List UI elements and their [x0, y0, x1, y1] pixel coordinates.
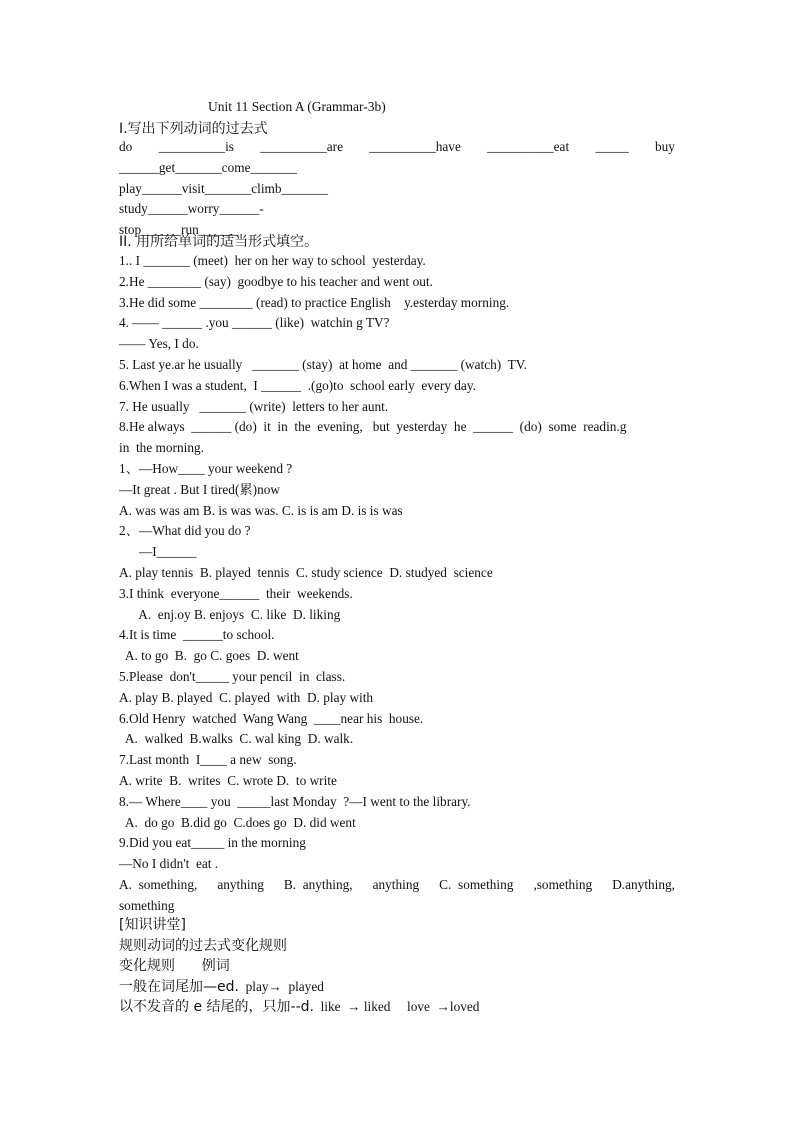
choice-line: —No I didn't eat . — [119, 856, 219, 872]
rule-2 — [119, 997, 679, 1018]
option: D.anything, — [612, 876, 675, 892]
exercise-line: 1.. I _______ (meet) her on her way to school yesterday. — [119, 253, 426, 268]
choice-line: 5.Please don't_____ your pencil in class. — [119, 668, 346, 684]
section-2-body — [119, 251, 675, 917]
choice-line: A. play B. played C. played with D. play with — [119, 689, 374, 705]
option: anything — [372, 876, 420, 892]
column-headers: 变化规则 例词 — [119, 958, 230, 975]
verb-item: do — [119, 139, 133, 154]
choice-line: 3.I think everyone______ their weekends. — [119, 585, 353, 601]
rule-1 — [119, 977, 679, 998]
exercise-line: —— Yes, I do. — [119, 336, 199, 352]
choice-line: —It great . But I tired(累)now — [119, 481, 280, 497]
choice-line: 8.— Where____ you _____last Monday ?—I went to the library. — [119, 793, 471, 809]
choice-line: 1、—How____ your weekend ? — [119, 460, 293, 476]
choice-line: A. enj.oy B. enjoys C. like D. liking — [119, 606, 341, 622]
verb-item: __________are — [260, 139, 343, 154]
choice-line: A. walked B.walks C. wal king D. walk. — [119, 731, 354, 747]
verb-row-1 — [119, 137, 675, 158]
page-title: Unit 11 Section A (Grammar-3b) — [208, 99, 386, 114]
exercise-line: 4. —— ______ .you ______ (like) watchin g TV? — [119, 315, 390, 331]
choice-line: —I______ — [119, 544, 197, 560]
verb-row: play______visit_______climb_______ — [119, 180, 329, 196]
exercise-line: 6.When I was a student, I ______ .(go)to school early every day. — [119, 377, 476, 393]
section-1-body — [119, 137, 675, 241]
knowledge-heading: [知识讲堂] — [119, 917, 186, 933]
verb-item: __________is — [158, 139, 234, 154]
verb-row: stop______run______ — [119, 222, 239, 238]
choice-line: A. do go B.did go C.does go D. did went — [119, 814, 356, 830]
choice-line: 4.It is time ______to school. — [119, 627, 275, 643]
rule-1-example: play→ played — [238, 978, 324, 994]
choice-line: A. was was am B. is was was. C. is is am D. is is was — [119, 502, 403, 518]
choice-line: A. to go B. go C. goes D. went — [119, 648, 299, 664]
verb-item: _____ — [595, 139, 629, 154]
option: A. something, — [119, 876, 198, 892]
verb-item: buy — [654, 139, 675, 154]
choice-line: 2、—What did you do ? — [119, 523, 251, 539]
exercise-line: 8.He always ______ (do) it in the evening, but yesterday he ______ (do) some readin.g — [119, 419, 627, 435]
choice-line: something — [119, 897, 175, 913]
choice-line: 6.Old Henry watched Wang Wang ____near his house. — [119, 710, 424, 726]
verb-item: __________have — [369, 139, 461, 154]
rule-2-example: like → liked love →loved — [313, 999, 480, 1015]
exercise-line: 2.He ________ (say) goodbye to his teacher and went out. — [119, 273, 433, 289]
exercise-line: 7. He usually _______ (write) letters to her aunt. — [119, 398, 389, 414]
choice-line: 9.Did you eat_____ in the morning — [119, 835, 306, 851]
choice-line: A. play tennis B. played tennis C. study science D. studyed science — [119, 564, 493, 580]
option: B. anything, — [283, 876, 353, 892]
rule-title: 规则动词的过去式变化规则 — [119, 937, 287, 954]
choice-line: 7.Last month I____ a new song. — [119, 752, 297, 768]
rule-2-text: 以不发音的 e 结尾的，只加--d. — [119, 999, 314, 1016]
verb-item: __________eat — [487, 139, 570, 154]
section-1-heading: I.写出下列动词的过去式 — [119, 121, 268, 137]
exercise-line: 3.He did some ________ (read) to practice English y.esterday morning. — [119, 294, 510, 310]
exercise-line: in the morning. — [119, 440, 204, 456]
option: anything — [217, 876, 264, 892]
exercise-line: 5. Last ye.ar he usually _______ (stay) at home and _______ (watch) TV. — [119, 356, 527, 372]
q9-options-row — [119, 875, 675, 896]
rule-1-text: 一般在词尾加—ed. — [119, 978, 239, 995]
knowledge-section — [119, 915, 679, 1018]
section-2-heading: II. 用所给单词的适当形式填空。 — [119, 234, 319, 250]
option: ,something — [533, 876, 593, 892]
option: C. something — [439, 876, 514, 892]
choice-line: A. write B. writes C. wrote D. to write — [119, 772, 337, 788]
verb-row: study______worry______- — [119, 201, 264, 217]
verb-row: ______get_______come_______ — [119, 159, 298, 175]
